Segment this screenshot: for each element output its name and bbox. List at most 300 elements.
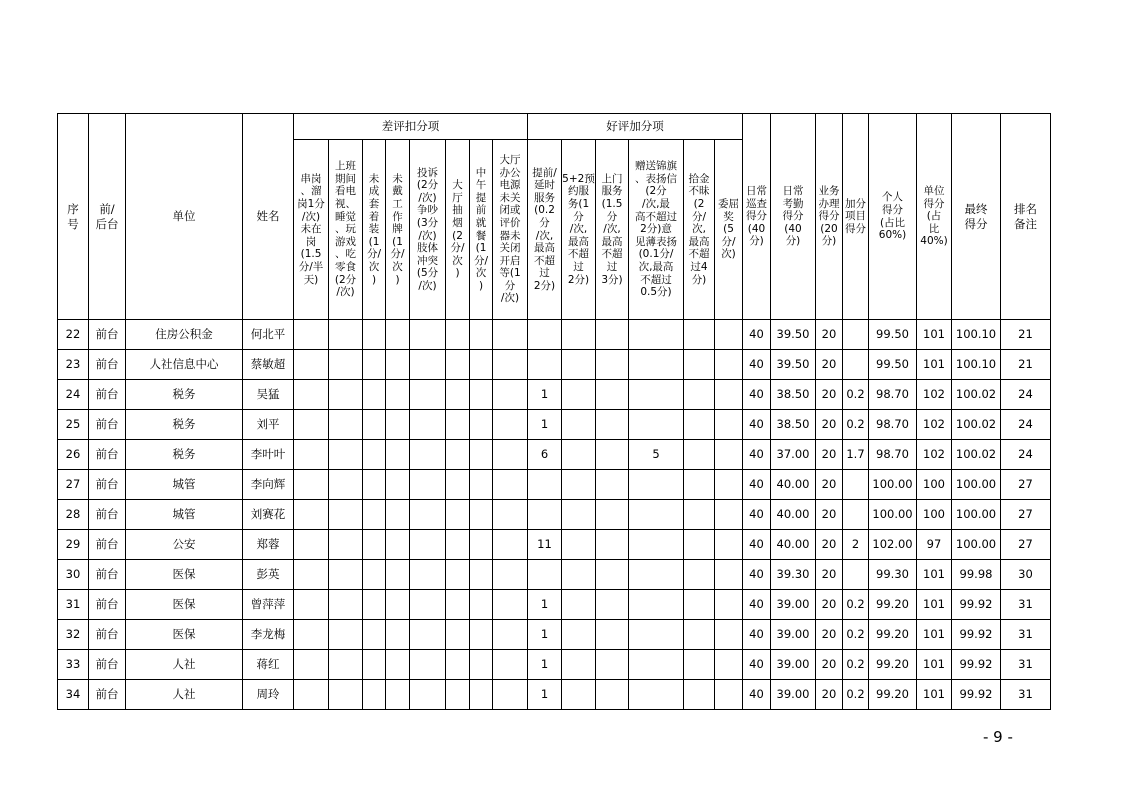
cell-neg-8	[493, 380, 528, 410]
cell-pos-1: 1	[528, 410, 562, 440]
cell-final: 100.10	[952, 350, 1001, 380]
cell-seq: 29	[58, 530, 89, 560]
cell-neg-5	[410, 560, 446, 590]
cell-attendance: 39.50	[771, 320, 816, 350]
cell-bonus: 0.2	[843, 620, 869, 650]
cell-pos-1: 11	[528, 530, 562, 560]
table-row	[58, 680, 1051, 710]
cell-pos-3	[596, 380, 629, 410]
cell-pos-6	[715, 560, 743, 590]
cell-unit-score: 101	[917, 650, 952, 680]
cell-pos-6	[715, 350, 743, 380]
cell-patrol: 40	[743, 410, 771, 440]
cell-business: 20	[816, 620, 843, 650]
cell-neg-6	[446, 410, 470, 440]
cell-patrol: 40	[743, 560, 771, 590]
cell-seq: 26	[58, 440, 89, 470]
cell-unit: 住房公积金	[126, 320, 243, 350]
header-final: 最终 得分	[952, 114, 1001, 320]
cell-neg-4	[386, 440, 410, 470]
cell-unit: 人社	[126, 650, 243, 680]
cell-neg-6	[446, 530, 470, 560]
cell-unit: 公安	[126, 530, 243, 560]
cell-neg-5	[410, 410, 446, 440]
cell-neg-8	[493, 470, 528, 500]
cell-personal: 99.50	[869, 350, 917, 380]
cell-pos-2	[562, 380, 596, 410]
cell-attendance: 39.30	[771, 560, 816, 590]
cell-neg-2	[329, 680, 363, 710]
cell-final: 100.02	[952, 410, 1001, 440]
cell-pos-5	[684, 380, 715, 410]
header-personal: 个人 得分 (占比 60%)	[869, 114, 917, 320]
cell-unit: 人社信息中心	[126, 350, 243, 380]
cell-unit: 医保	[126, 590, 243, 620]
cell-neg-4	[386, 410, 410, 440]
cell-neg-7	[470, 560, 493, 590]
cell-patrol: 40	[743, 650, 771, 680]
cell-final: 100.00	[952, 500, 1001, 530]
cell-unit: 医保	[126, 620, 243, 650]
cell-pos-2	[562, 680, 596, 710]
cell-pos-6	[715, 680, 743, 710]
cell-personal: 99.20	[869, 620, 917, 650]
cell-neg-2	[329, 350, 363, 380]
cell-pos-1	[528, 470, 562, 500]
cell-neg-1	[294, 530, 329, 560]
cell-neg-7	[470, 680, 493, 710]
cell-neg-5	[410, 530, 446, 560]
cell-pos-2	[562, 320, 596, 350]
cell-neg-6	[446, 500, 470, 530]
cell-unit-score: 101	[917, 560, 952, 590]
cell-business: 20	[816, 530, 843, 560]
cell-neg-7	[470, 380, 493, 410]
cell-seq: 34	[58, 680, 89, 710]
page-number: - 9 -	[983, 728, 1013, 746]
cell-seq: 24	[58, 380, 89, 410]
cell-attendance: 38.50	[771, 410, 816, 440]
cell-neg-2	[329, 380, 363, 410]
cell-pos-3	[596, 620, 629, 650]
cell-attendance: 39.50	[771, 350, 816, 380]
table-row	[58, 380, 1051, 410]
cell-personal: 98.70	[869, 380, 917, 410]
cell-pos-1: 1	[528, 680, 562, 710]
cell-rank: 31	[1001, 680, 1051, 710]
table-row	[58, 650, 1051, 680]
cell-pos-5	[684, 470, 715, 500]
cell-pos-6	[715, 320, 743, 350]
header-neg-1: 串岗 、溜 岗1分 /次) 未在 岗 (1.5 分/半 天)	[294, 140, 329, 320]
cell-front-back: 前台	[89, 320, 126, 350]
cell-unit: 城管	[126, 500, 243, 530]
cell-front-back: 前台	[89, 440, 126, 470]
cell-neg-7	[470, 320, 493, 350]
cell-bonus: 1.7	[843, 440, 869, 470]
cell-neg-3	[363, 620, 386, 650]
cell-final: 99.92	[952, 680, 1001, 710]
cell-neg-3	[363, 500, 386, 530]
cell-neg-6	[446, 650, 470, 680]
cell-unit-score: 97	[917, 530, 952, 560]
header-neg-5: 投诉 (2分 /次) 争吵 (3分 /次) 肢体 冲突 (5分 /次)	[410, 140, 446, 320]
cell-neg-2	[329, 620, 363, 650]
cell-pos-4	[629, 680, 684, 710]
cell-patrol: 40	[743, 440, 771, 470]
header-unit-score: 单位 得分 (占 比 40%)	[917, 114, 952, 320]
cell-pos-6	[715, 590, 743, 620]
cell-name: 蒋红	[243, 650, 294, 680]
cell-seq: 30	[58, 560, 89, 590]
cell-patrol: 40	[743, 590, 771, 620]
cell-neg-3	[363, 350, 386, 380]
table-row	[58, 410, 1051, 440]
cell-pos-1	[528, 320, 562, 350]
cell-neg-1	[294, 440, 329, 470]
cell-name: 李向辉	[243, 470, 294, 500]
cell-neg-5	[410, 350, 446, 380]
cell-neg-3	[363, 320, 386, 350]
cell-neg-3	[363, 380, 386, 410]
header-pos-4: 赠送锦旗 、表扬信 (2分 /次,最 高不超过 2分)意 见薄表扬 (0.1分/ 次,最高 不超过 0.5分)	[629, 140, 684, 320]
cell-neg-1	[294, 560, 329, 590]
cell-neg-3	[363, 470, 386, 500]
cell-unit: 医保	[126, 560, 243, 590]
header-pos-5: 拾金 不昧 (2 分/ 次, 最高 不超 过4 分)	[684, 140, 715, 320]
cell-unit-score: 102	[917, 380, 952, 410]
cell-neg-6	[446, 620, 470, 650]
cell-attendance: 39.00	[771, 650, 816, 680]
header-pos-2: 5+2预 约服 务(1 分 /次, 最高 不超 过 2分)	[562, 140, 596, 320]
cell-pos-5	[684, 560, 715, 590]
cell-neg-4	[386, 650, 410, 680]
cell-bonus	[843, 560, 869, 590]
cell-patrol: 40	[743, 380, 771, 410]
cell-neg-4	[386, 680, 410, 710]
table-row	[58, 560, 1051, 590]
cell-rank: 21	[1001, 350, 1051, 380]
cell-neg-6	[446, 470, 470, 500]
cell-pos-5	[684, 500, 715, 530]
cell-neg-1	[294, 650, 329, 680]
cell-neg-8	[493, 440, 528, 470]
cell-unit-score: 101	[917, 350, 952, 380]
cell-pos-3	[596, 410, 629, 440]
cell-neg-2	[329, 470, 363, 500]
cell-pos-4	[629, 500, 684, 530]
header-bonus: 加分 项目 得分	[843, 114, 869, 320]
cell-rank: 31	[1001, 650, 1051, 680]
cell-neg-4	[386, 590, 410, 620]
cell-neg-6	[446, 590, 470, 620]
cell-front-back: 前台	[89, 680, 126, 710]
cell-seq: 23	[58, 350, 89, 380]
cell-personal: 98.70	[869, 410, 917, 440]
cell-pos-4	[629, 620, 684, 650]
cell-neg-7	[470, 440, 493, 470]
cell-pos-1	[528, 350, 562, 380]
cell-rank: 27	[1001, 470, 1051, 500]
cell-neg-1	[294, 320, 329, 350]
cell-neg-6	[446, 350, 470, 380]
cell-pos-1	[528, 500, 562, 530]
header-negative-group: 差评扣分项	[294, 114, 528, 140]
cell-rank: 30	[1001, 560, 1051, 590]
cell-neg-3	[363, 530, 386, 560]
cell-patrol: 40	[743, 320, 771, 350]
cell-neg-7	[470, 650, 493, 680]
cell-pos-4	[629, 560, 684, 590]
cell-seq: 27	[58, 470, 89, 500]
cell-patrol: 40	[743, 500, 771, 530]
cell-neg-1	[294, 380, 329, 410]
cell-unit: 人社	[126, 680, 243, 710]
cell-personal: 99.30	[869, 560, 917, 590]
table-row	[58, 320, 1051, 350]
cell-attendance: 40.00	[771, 500, 816, 530]
cell-rank: 31	[1001, 590, 1051, 620]
cell-name: 吴猛	[243, 380, 294, 410]
cell-rank: 31	[1001, 620, 1051, 650]
cell-pos-5	[684, 680, 715, 710]
cell-attendance: 39.00	[771, 590, 816, 620]
cell-unit-score: 100	[917, 470, 952, 500]
cell-neg-2	[329, 650, 363, 680]
cell-front-back: 前台	[89, 350, 126, 380]
cell-neg-3	[363, 650, 386, 680]
cell-final: 100.02	[952, 380, 1001, 410]
header-front-back: 前/ 后台	[89, 114, 126, 320]
cell-patrol: 40	[743, 470, 771, 500]
cell-bonus: 0.2	[843, 410, 869, 440]
cell-pos-5	[684, 530, 715, 560]
cell-neg-3	[363, 560, 386, 590]
cell-neg-8	[493, 410, 528, 440]
cell-neg-2	[329, 410, 363, 440]
cell-pos-2	[562, 440, 596, 470]
cell-pos-5	[684, 440, 715, 470]
cell-pos-2	[562, 590, 596, 620]
cell-unit: 城管	[126, 470, 243, 500]
cell-neg-5	[410, 590, 446, 620]
header-neg-7: 中 午 提 前 就 餐 (1 分/ 次 )	[470, 140, 493, 320]
header-name: 姓名	[243, 114, 294, 320]
cell-neg-4	[386, 560, 410, 590]
cell-neg-7	[470, 470, 493, 500]
cell-pos-6	[715, 620, 743, 650]
cell-neg-7	[470, 410, 493, 440]
cell-personal: 102.00	[869, 530, 917, 560]
cell-business: 20	[816, 380, 843, 410]
cell-pos-1	[528, 560, 562, 590]
score-table-body	[58, 320, 1051, 710]
cell-business: 20	[816, 320, 843, 350]
cell-neg-2	[329, 560, 363, 590]
cell-pos-2	[562, 500, 596, 530]
cell-front-back: 前台	[89, 380, 126, 410]
header-neg-8: 大厅 办公 电源 未关 闭或 评价 器未 关闭 开启 等(1 分 /次)	[493, 140, 528, 320]
cell-bonus	[843, 470, 869, 500]
cell-neg-6	[446, 440, 470, 470]
header-pos-1: 提前/ 延时 服务 (0.2 分 /次, 最高 不超 过 2分)	[528, 140, 562, 320]
cell-pos-4	[629, 320, 684, 350]
cell-final: 99.98	[952, 560, 1001, 590]
header-neg-3: 未 成 套 着 装 (1 分/ 次 )	[363, 140, 386, 320]
cell-final: 99.92	[952, 590, 1001, 620]
table-row	[58, 590, 1051, 620]
cell-pos-2	[562, 620, 596, 650]
cell-name: 刘平	[243, 410, 294, 440]
cell-pos-6	[715, 440, 743, 470]
cell-name: 彭英	[243, 560, 294, 590]
cell-pos-5	[684, 590, 715, 620]
cell-business: 20	[816, 680, 843, 710]
cell-pos-4	[629, 380, 684, 410]
cell-pos-5	[684, 620, 715, 650]
cell-neg-5	[410, 620, 446, 650]
cell-pos-4: 5	[629, 440, 684, 470]
cell-neg-5	[410, 440, 446, 470]
cell-neg-8	[493, 320, 528, 350]
cell-neg-4	[386, 380, 410, 410]
cell-front-back: 前台	[89, 560, 126, 590]
cell-rank: 24	[1001, 380, 1051, 410]
cell-name: 蔡敏超	[243, 350, 294, 380]
cell-name: 何北平	[243, 320, 294, 350]
cell-unit: 税务	[126, 410, 243, 440]
cell-unit-score: 101	[917, 320, 952, 350]
cell-front-back: 前台	[89, 410, 126, 440]
cell-seq: 28	[58, 500, 89, 530]
cell-name: 周玲	[243, 680, 294, 710]
cell-front-back: 前台	[89, 590, 126, 620]
cell-final: 100.10	[952, 320, 1001, 350]
cell-pos-1: 1	[528, 380, 562, 410]
cell-neg-4	[386, 620, 410, 650]
cell-neg-1	[294, 680, 329, 710]
cell-patrol: 40	[743, 530, 771, 560]
header-patrol: 日常 巡查 得分 (40 分)	[743, 114, 771, 320]
cell-pos-1: 1	[528, 650, 562, 680]
cell-pos-1: 1	[528, 590, 562, 620]
cell-pos-4	[629, 470, 684, 500]
cell-business: 20	[816, 560, 843, 590]
table-row	[58, 500, 1051, 530]
cell-neg-8	[493, 500, 528, 530]
cell-neg-3	[363, 590, 386, 620]
cell-pos-3	[596, 500, 629, 530]
cell-final: 99.92	[952, 620, 1001, 650]
cell-neg-2	[329, 440, 363, 470]
cell-pos-2	[562, 470, 596, 500]
cell-front-back: 前台	[89, 620, 126, 650]
cell-pos-6	[715, 530, 743, 560]
cell-neg-7	[470, 500, 493, 530]
cell-attendance: 37.00	[771, 440, 816, 470]
cell-personal: 99.50	[869, 320, 917, 350]
table-row	[58, 440, 1051, 470]
cell-neg-7	[470, 620, 493, 650]
cell-pos-3	[596, 650, 629, 680]
cell-name: 郑蓉	[243, 530, 294, 560]
table-row	[58, 530, 1051, 560]
cell-pos-2	[562, 350, 596, 380]
cell-neg-2	[329, 320, 363, 350]
table-row	[58, 620, 1051, 650]
cell-patrol: 40	[743, 350, 771, 380]
cell-pos-4	[629, 410, 684, 440]
cell-attendance: 40.00	[771, 470, 816, 500]
cell-pos-6	[715, 410, 743, 440]
cell-rank: 24	[1001, 440, 1051, 470]
cell-pos-3	[596, 320, 629, 350]
cell-neg-5	[410, 680, 446, 710]
cell-pos-4	[629, 650, 684, 680]
cell-pos-4	[629, 530, 684, 560]
header-positive-group: 好评加分项	[528, 114, 743, 140]
cell-neg-2	[329, 500, 363, 530]
cell-patrol: 40	[743, 680, 771, 710]
cell-attendance: 39.00	[771, 620, 816, 650]
cell-neg-1	[294, 500, 329, 530]
table-row	[58, 350, 1051, 380]
cell-front-back: 前台	[89, 470, 126, 500]
cell-final: 100.00	[952, 470, 1001, 500]
cell-neg-1	[294, 590, 329, 620]
cell-neg-5	[410, 320, 446, 350]
cell-pos-3	[596, 470, 629, 500]
cell-neg-4	[386, 530, 410, 560]
header-business: 业务 办理 得分 (20 分)	[816, 114, 843, 320]
cell-unit-score: 101	[917, 680, 952, 710]
cell-seq: 33	[58, 650, 89, 680]
cell-neg-6	[446, 680, 470, 710]
cell-front-back: 前台	[89, 530, 126, 560]
cell-unit-score: 101	[917, 620, 952, 650]
cell-pos-2	[562, 410, 596, 440]
header-attendance: 日常 考勤 得分 (40 分)	[771, 114, 816, 320]
cell-neg-4	[386, 500, 410, 530]
cell-unit-score: 102	[917, 440, 952, 470]
cell-personal: 99.20	[869, 680, 917, 710]
cell-unit-score: 101	[917, 590, 952, 620]
cell-neg-1	[294, 620, 329, 650]
cell-pos-6	[715, 650, 743, 680]
cell-attendance: 40.00	[771, 530, 816, 560]
cell-neg-2	[329, 530, 363, 560]
cell-seq: 32	[58, 620, 89, 650]
cell-business: 20	[816, 350, 843, 380]
header-rank: 排名 备注	[1001, 114, 1051, 320]
cell-neg-5	[410, 650, 446, 680]
cell-pos-5	[684, 320, 715, 350]
cell-final: 100.00	[952, 530, 1001, 560]
cell-pos-1: 6	[528, 440, 562, 470]
cell-pos-4	[629, 350, 684, 380]
cell-bonus: 0.2	[843, 680, 869, 710]
cell-pos-6	[715, 500, 743, 530]
cell-bonus	[843, 500, 869, 530]
cell-unit-score: 102	[917, 410, 952, 440]
cell-personal: 98.70	[869, 440, 917, 470]
cell-business: 20	[816, 500, 843, 530]
cell-neg-5	[410, 500, 446, 530]
cell-seq: 25	[58, 410, 89, 440]
cell-name: 李龙梅	[243, 620, 294, 650]
cell-business: 20	[816, 590, 843, 620]
header-pos-6: 委屈 奖 (5 分/ 次)	[715, 140, 743, 320]
